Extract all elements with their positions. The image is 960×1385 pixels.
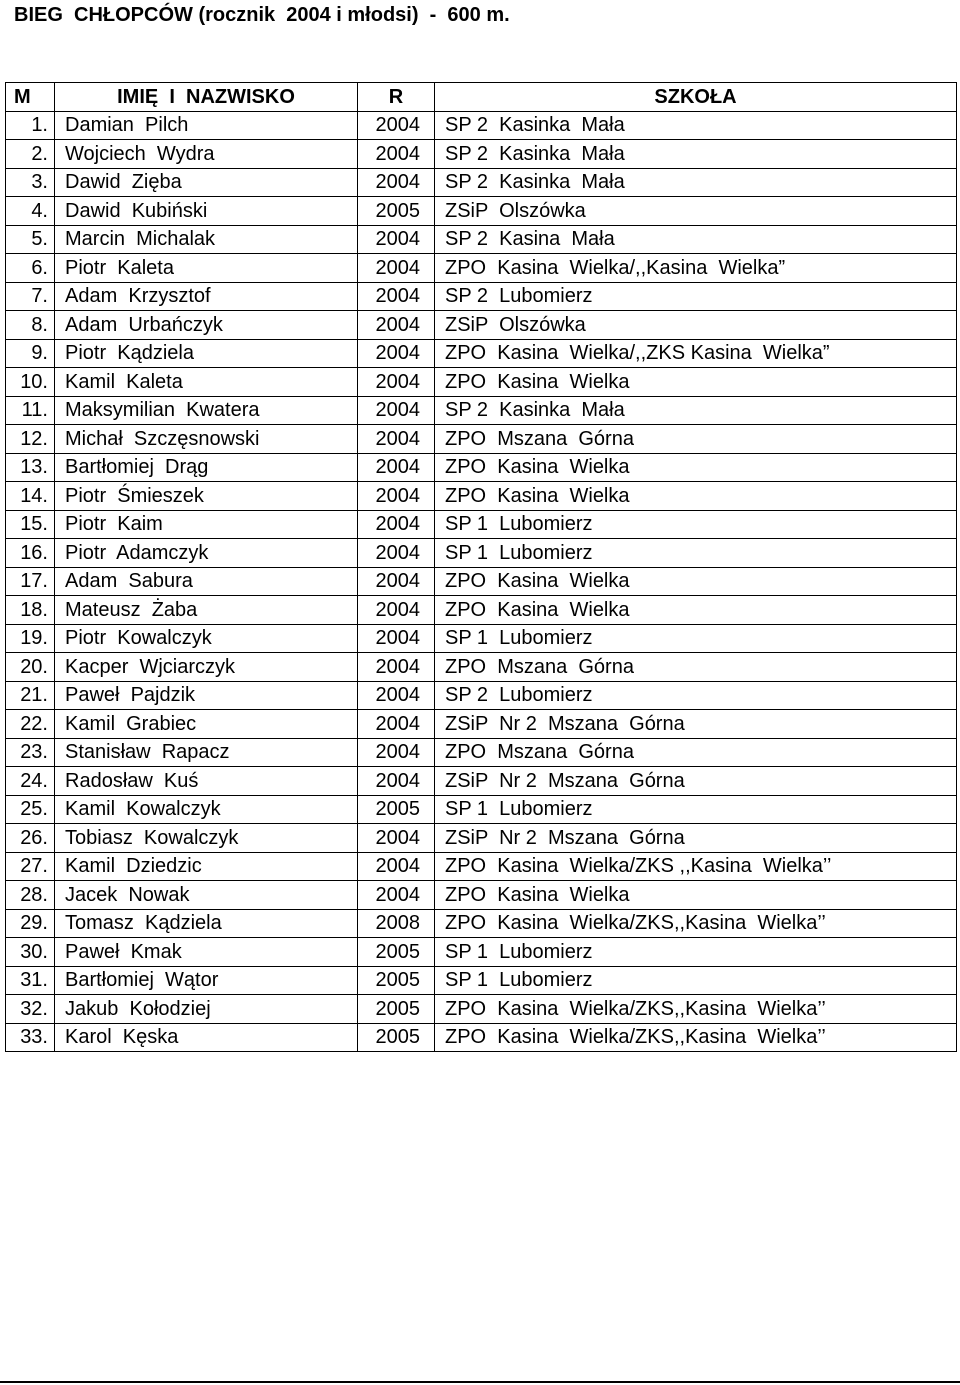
name-cell: Piotr Adamczyk [55,539,358,568]
table-row [6,767,957,796]
name-cell: Paweł Pajdzik [55,681,358,710]
name-cell: Piotr Kaleta [55,254,358,283]
school-cell: ZSiP Nr 2 Mszana Górna [435,824,957,853]
school-cell: ZPO Mszana Górna [435,738,957,767]
name-cell: Maksymilian Kwatera [55,396,358,425]
year-cell: 2004 [358,510,435,539]
table-row [6,710,957,739]
table-row [6,596,957,625]
page-title: BIEG CHŁOPCÓW (rocznik 2004 i młodsi) - 600 m. [14,4,510,26]
school-cell: SP 1 Lubomierz [435,539,957,568]
year-cell: 2004 [358,824,435,853]
place-cell: 19. [6,624,55,653]
year-cell: 2004 [358,881,435,910]
school-cell: SP 2 Lubomierz [435,681,957,710]
place-cell: 11. [6,396,55,425]
place-cell: 5. [6,225,55,254]
table-row [6,311,957,340]
name-cell: Kacper Wjciarczyk [55,653,358,682]
table-row [6,738,957,767]
place-cell: 23. [6,738,55,767]
table-row [6,425,957,454]
header-place: M [6,83,55,112]
school-cell: ZPO Mszana Górna [435,425,957,454]
name-cell: Kamil Dziedzic [55,852,358,881]
place-cell: 7. [6,282,55,311]
table-row [6,852,957,881]
table-row [6,197,957,226]
place-cell: 24. [6,767,55,796]
table-row [6,653,957,682]
name-cell: Mateusz Żaba [55,596,358,625]
year-cell: 2005 [358,938,435,967]
name-cell: Michał Szczęsnowski [55,425,358,454]
year-cell: 2004 [358,225,435,254]
year-cell: 2004 [358,852,435,881]
name-cell: Karol Kęska [55,1023,358,1052]
table-row [6,368,957,397]
year-cell: 2005 [358,966,435,995]
year-cell: 2008 [358,909,435,938]
name-cell: Kamil Kowalczyk [55,795,358,824]
place-cell: 27. [6,852,55,881]
place-cell: 17. [6,567,55,596]
year-cell: 2005 [358,197,435,226]
school-cell: ZPO Kasina Wielka/ZKS,,Kasina Wielka’’ [435,995,957,1024]
school-cell: SP 2 Kasinka Mała [435,168,957,197]
school-cell: SP 2 Lubomierz [435,282,957,311]
name-cell: Wojciech Wydra [55,140,358,169]
place-cell: 30. [6,938,55,967]
place-cell: 32. [6,995,55,1024]
place-cell: 31. [6,966,55,995]
place-cell: 28. [6,881,55,910]
school-cell: ZPO Kasina Wielka [435,368,957,397]
table-row [6,168,957,197]
name-cell: Adam Sabura [55,567,358,596]
name-cell: Adam Urbańczyk [55,311,358,340]
year-cell: 2004 [358,653,435,682]
name-cell: Kamil Grabiec [55,710,358,739]
year-cell: 2004 [358,738,435,767]
name-cell: Dawid Zięba [55,168,358,197]
header-name: IMIĘ I NAZWISKO [55,83,358,112]
name-cell: Paweł Kmak [55,938,358,967]
year-cell: 2004 [358,596,435,625]
place-cell: 15. [6,510,55,539]
table-row [6,510,957,539]
place-cell: 2. [6,140,55,169]
name-cell: Stanisław Rapacz [55,738,358,767]
name-cell: Jacek Nowak [55,881,358,910]
table-row [6,938,957,967]
table-row [6,624,957,653]
year-cell: 2004 [358,368,435,397]
table-row [6,254,957,283]
school-cell: ZPO Mszana Górna [435,653,957,682]
school-cell: ZPO Kasina Wielka/,,Kasina Wielka” [435,254,957,283]
name-cell: Marcin Michalak [55,225,358,254]
header-school: SZKOŁA [435,83,957,112]
school-cell: ZPO Kasina Wielka [435,453,957,482]
school-cell: ZSiP Nr 2 Mszana Górna [435,767,957,796]
place-cell: 29. [6,909,55,938]
table-row [6,111,957,140]
name-cell: Tobiasz Kowalczyk [55,824,358,853]
year-cell: 2004 [358,567,435,596]
year-cell: 2004 [358,710,435,739]
school-cell: SP 2 Kasinka Mała [435,396,957,425]
results-table [5,82,957,1052]
table-row [6,482,957,511]
year-cell: 2004 [358,624,435,653]
school-cell: ZPO Kasina Wielka [435,567,957,596]
name-cell: Piotr Kowalczyk [55,624,358,653]
school-cell: SP 1 Lubomierz [435,795,957,824]
header-year: R [358,83,435,112]
name-cell: Tomasz Kądziela [55,909,358,938]
name-cell: Piotr Śmieszek [55,482,358,511]
place-cell: 12. [6,425,55,454]
place-cell: 10. [6,368,55,397]
name-cell: Damian Pilch [55,111,358,140]
year-cell: 2004 [358,396,435,425]
place-cell: 14. [6,482,55,511]
name-cell: Bartłomiej Drąg [55,453,358,482]
school-cell: ZPO Kasina Wielka/ZKS,,Kasina Wielka’’ [435,909,957,938]
table-row [6,681,957,710]
place-cell: 4. [6,197,55,226]
school-cell: SP 1 Lubomierz [435,624,957,653]
year-cell: 2005 [358,1023,435,1052]
table-row [6,453,957,482]
school-cell: ZPO Kasina Wielka/ZKS,,Kasina Wielka’’ [435,1023,957,1052]
table-row [6,824,957,853]
place-cell: 33. [6,1023,55,1052]
year-cell: 2004 [358,681,435,710]
bottom-divider [0,1381,960,1383]
school-cell: ZPO Kasina Wielka [435,881,957,910]
name-cell: Dawid Kubiński [55,197,358,226]
school-cell: ZSiP Olszówka [435,311,957,340]
school-cell: ZSiP Nr 2 Mszana Górna [435,710,957,739]
place-cell: 3. [6,168,55,197]
year-cell: 2004 [358,767,435,796]
name-cell: Adam Krzysztof [55,282,358,311]
year-cell: 2004 [358,482,435,511]
year-cell: 2004 [358,254,435,283]
school-cell: SP 1 Lubomierz [435,510,957,539]
school-cell: ZPO Kasina Wielka [435,482,957,511]
table-row [6,909,957,938]
year-cell: 2004 [358,539,435,568]
place-cell: 18. [6,596,55,625]
school-cell: SP 2 Kasinka Mała [435,111,957,140]
place-cell: 9. [6,339,55,368]
year-cell: 2005 [358,795,435,824]
table-row [6,1023,957,1052]
year-cell: 2005 [358,995,435,1024]
name-cell: Piotr Kądziela [55,339,358,368]
name-cell: Jakub Kołodziej [55,995,358,1024]
year-cell: 2004 [358,339,435,368]
year-cell: 2004 [358,425,435,454]
name-cell: Kamil Kaleta [55,368,358,397]
table-row [6,995,957,1024]
table-row [6,567,957,596]
place-cell: 20. [6,653,55,682]
year-cell: 2004 [358,282,435,311]
table-row [6,339,957,368]
school-cell: ZPO Kasina Wielka/,,ZKS Kasina Wielka” [435,339,957,368]
place-cell: 6. [6,254,55,283]
name-cell: Piotr Kaim [55,510,358,539]
table-row [6,966,957,995]
place-cell: 25. [6,795,55,824]
name-cell: Radosław Kuś [55,767,358,796]
school-cell: SP 2 Kasinka Mała [435,140,957,169]
year-cell: 2004 [358,168,435,197]
table-row [6,881,957,910]
results-body [6,111,957,1052]
place-cell: 13. [6,453,55,482]
place-cell: 1. [6,111,55,140]
place-cell: 21. [6,681,55,710]
school-cell: ZSiP Olszówka [435,197,957,226]
table-row [6,225,957,254]
table-row [6,396,957,425]
place-cell: 8. [6,311,55,340]
table-header-row [6,83,957,112]
school-cell: SP 2 Kasina Mała [435,225,957,254]
table-row [6,539,957,568]
place-cell: 22. [6,710,55,739]
school-cell: ZPO Kasina Wielka/ZKS ,,Kasina Wielka’’ [435,852,957,881]
table-row [6,282,957,311]
place-cell: 16. [6,539,55,568]
table-row [6,140,957,169]
name-cell: Bartłomiej Wątor [55,966,358,995]
year-cell: 2004 [358,311,435,340]
place-cell: 26. [6,824,55,853]
school-cell: SP 1 Lubomierz [435,966,957,995]
school-cell: SP 1 Lubomierz [435,938,957,967]
year-cell: 2004 [358,111,435,140]
year-cell: 2004 [358,453,435,482]
table-row [6,795,957,824]
year-cell: 2004 [358,140,435,169]
school-cell: ZPO Kasina Wielka [435,596,957,625]
